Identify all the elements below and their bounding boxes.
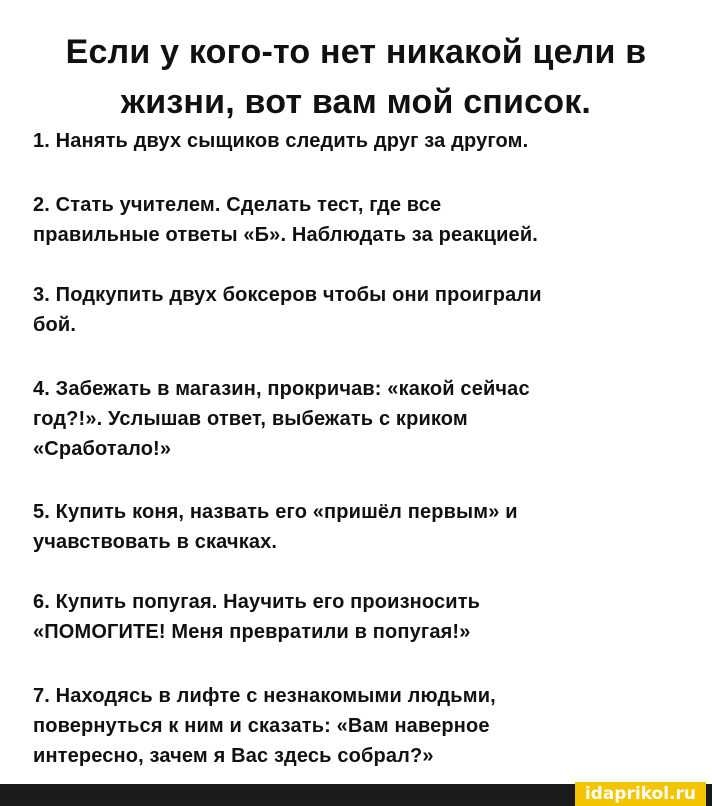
title-line-2: жизни, вот вам мой список.: [120, 82, 592, 121]
list-item-1: [33, 126, 683, 156]
list-item-1-line-1: 1. Нанять двух сыщиков следить друг за другом.: [33, 130, 529, 152]
list-item-4: [33, 374, 683, 464]
site-watermark[interactable]: idaprikol.ru: [575, 782, 706, 806]
list-item-3-line-2: бой.: [33, 314, 77, 336]
list-item-3-line-1: 3. Подкупить двух боксеров чтобы они проиграли: [33, 284, 542, 306]
list-item-7-line-3: интересно, зачем я Вас здесь собрал?»: [33, 745, 434, 767]
page-title: [20, 27, 692, 127]
list-item-6-line-1: 6. Купить попугая. Научить его произносить: [33, 591, 481, 613]
list-item-2-line-2: правильные ответы «Б». Наблюдать за реакцией.: [33, 224, 538, 246]
title-line-1: Если у кого-то нет никакой цели в: [65, 32, 647, 71]
list-item-7-line-1: 7. Находясь в лифте с незнакомыми людьми,: [33, 685, 496, 707]
list-item-4-line-2: год?!». Услышав ответ, выбежать с криком: [33, 408, 468, 430]
list-item-5-line-1: 5. Купить коня, назвать его «пришёл первым» и: [33, 501, 518, 523]
list-item-2-line-1: 2. Стать учителем. Сделать тест, где все: [33, 194, 442, 216]
list-item-4-line-1: 4. Забежать в магазин, прокричав: «какой сейчас: [33, 378, 530, 400]
list-item-7: [33, 681, 683, 771]
list-item-6-line-2: «ПОМОГИТЕ! Меня превратили в попугая!»: [33, 621, 471, 643]
list-item-7-line-2: повернуться к ним и сказать: «Вам наверное: [33, 715, 490, 737]
list-item-5: [33, 497, 683, 557]
list-item-4-line-3: «Сработало!»: [33, 438, 172, 460]
list-item-2: [33, 190, 683, 250]
list-item-5-line-2: учавствовать в скачках.: [33, 531, 278, 553]
list-item-6: [33, 587, 683, 647]
list-item-3: [33, 280, 683, 340]
